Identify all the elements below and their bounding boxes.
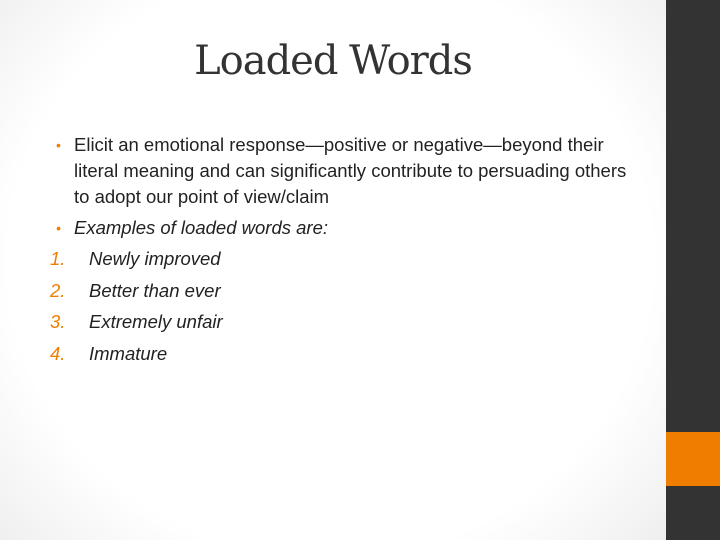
bullet-item bbox=[56, 132, 646, 210]
item-text: Better than ever bbox=[89, 279, 221, 301]
item-number: 2. bbox=[50, 279, 66, 301]
numbered-item bbox=[50, 341, 646, 367]
item-number: 3. bbox=[50, 311, 66, 332]
bullet-text: Elicit an emotional response—positive or negative—beyond their literal meaning and can significantly contribute to persuading others to adopt our point of view/claim bbox=[74, 134, 627, 207]
item-number: 4. bbox=[50, 342, 66, 364]
bullet-text: Examples of loaded words are: bbox=[74, 217, 328, 238]
item-text: Extremely unfair bbox=[89, 311, 223, 332]
bullet-dot-icon: • bbox=[56, 220, 61, 236]
item-text: Immature bbox=[89, 342, 168, 364]
item-text: Newly improved bbox=[89, 248, 221, 269]
numbered-item bbox=[50, 309, 646, 335]
slide-title: Loaded Words bbox=[194, 38, 472, 84]
bullet-dot-icon: • bbox=[56, 137, 61, 153]
item-number: 1. bbox=[50, 248, 66, 269]
bullet-item bbox=[56, 215, 646, 241]
sidebar-accent-block bbox=[666, 432, 720, 486]
numbered-item bbox=[50, 278, 646, 304]
numbered-item bbox=[50, 246, 646, 272]
slide-body bbox=[50, 132, 646, 372]
